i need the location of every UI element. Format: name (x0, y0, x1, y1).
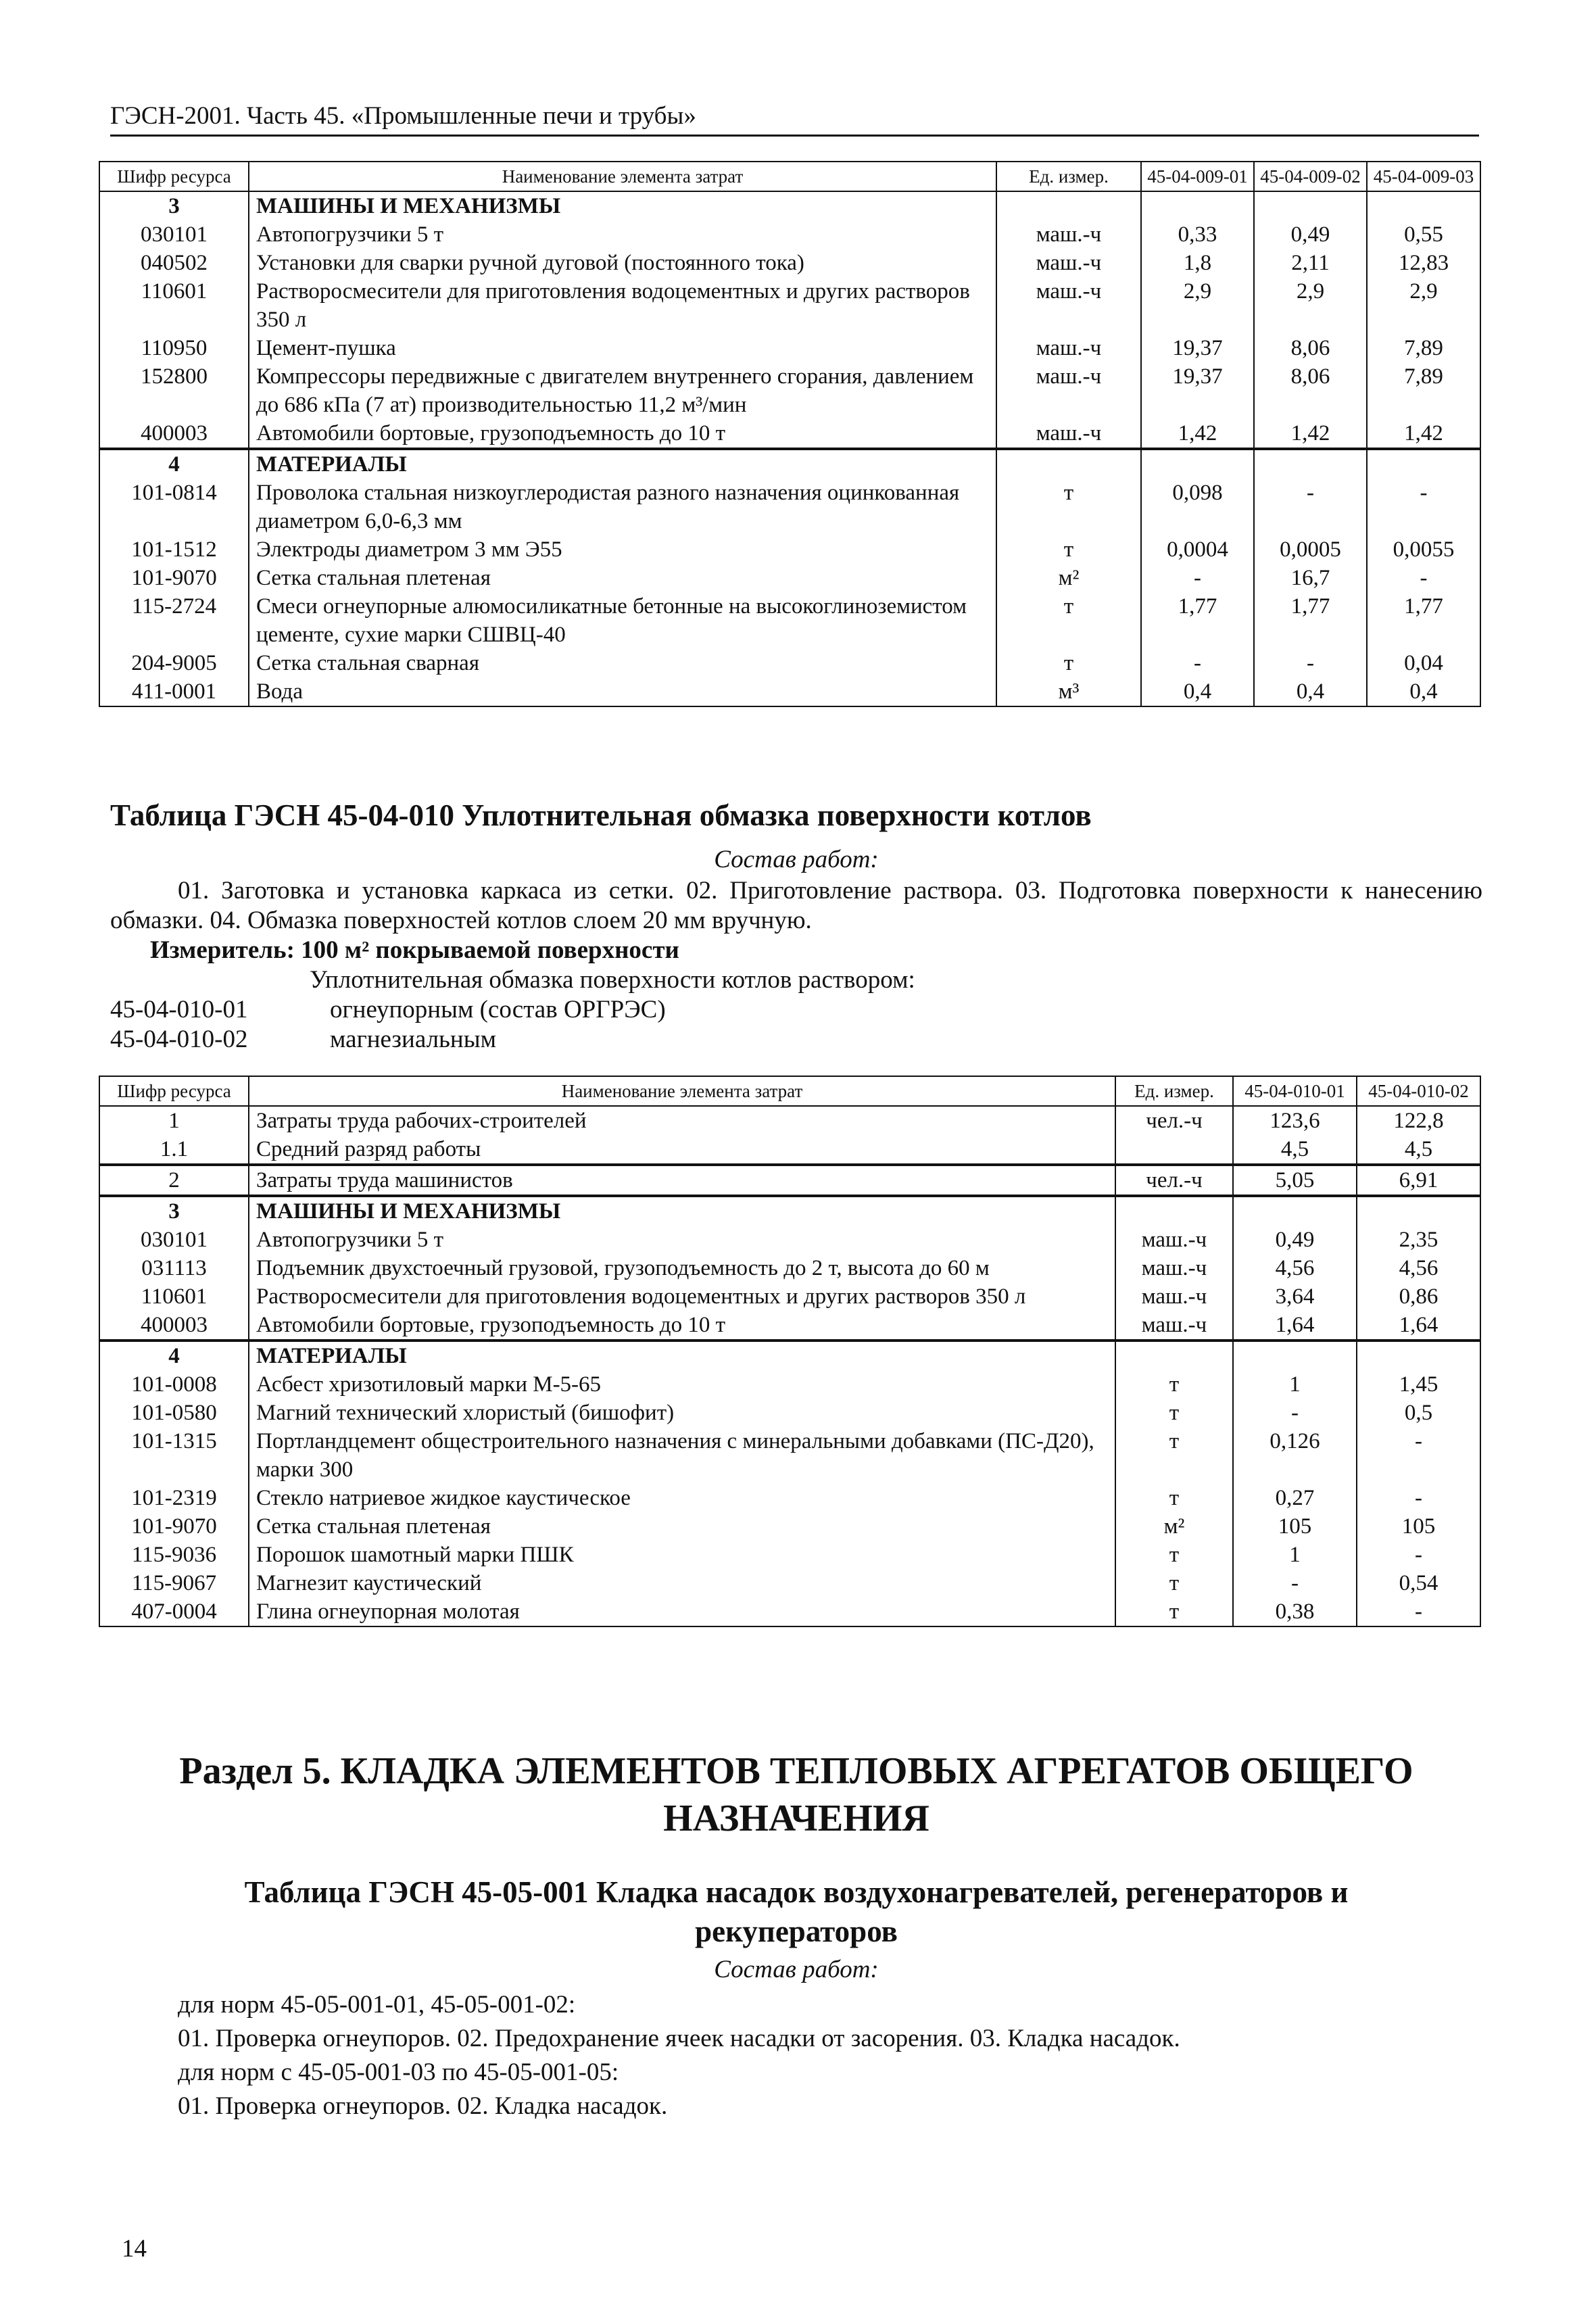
cell-value: 0,49 (1254, 220, 1367, 249)
table-row (99, 362, 1480, 419)
cell-code: 1 (99, 1106, 249, 1135)
cell-code: 204-9005 (99, 649, 249, 677)
cell-value (1367, 449, 1480, 479)
table-row (99, 334, 1480, 362)
cell-name: МАТЕРИАЛЫ (249, 1341, 1115, 1370)
cell-value: 16,7 (1254, 564, 1367, 592)
cell-value: 0,126 (1233, 1427, 1357, 1484)
cell-code: 3 (99, 191, 249, 220)
col-header-name: Наименование элемента затрат (249, 1076, 1115, 1106)
cell-unit: т (1115, 1399, 1233, 1427)
cell-value: 123,6 (1233, 1106, 1357, 1135)
cell-unit: маш.-ч (1115, 1226, 1233, 1254)
cell-value: 105 (1233, 1512, 1357, 1541)
cell-value: 8,06 (1254, 334, 1367, 362)
cell-unit: м² (1115, 1512, 1233, 1541)
cell-value (1233, 1341, 1357, 1370)
cell-code: 400003 (99, 1311, 249, 1341)
cell-name: Сетка стальная сварная (249, 649, 996, 677)
cell-name: МАШИНЫ И МЕХАНИЗМЫ (249, 191, 996, 220)
cell-code: 110950 (99, 334, 249, 362)
cell-value: 1,42 (1367, 419, 1480, 449)
cell-name: Затраты труда машинистов (249, 1165, 1115, 1196)
cell-name: Подъемник двухстоечный грузовой, грузоподъемность до 2 т, высота до 60 м (249, 1254, 1115, 1282)
cell-value: 6,91 (1357, 1165, 1480, 1196)
cell-value: 1,64 (1233, 1311, 1357, 1341)
table-title-45-04-010: Таблица ГЭСН 45-04-010 Уплотнительная обмазка поверхности котлов (110, 798, 1092, 832)
cell-value (1141, 449, 1254, 479)
section-title-line: Раздел 5. КЛАДКА ЭЛЕМЕНТОВ ТЕПЛОВЫХ АГРЕГАТОВ ОБЩЕГО (179, 1750, 1413, 1792)
variant-code: 45-04-010-02 (110, 1026, 248, 1053)
cell-value: 0,86 (1357, 1282, 1480, 1311)
cell-value: 105 (1357, 1512, 1480, 1541)
page-number: 14 (122, 2235, 147, 2263)
cell-unit: т (996, 535, 1141, 564)
cell-name: Проволока стальная низкоуглеродистая разного назначения оцинкованная диаметром 6,0-6,3 мм (249, 479, 996, 535)
cell-unit: маш.-ч (1115, 1254, 1233, 1282)
cell-unit (996, 191, 1141, 220)
table-header-row (99, 162, 1480, 191)
cell-unit: т (1115, 1484, 1233, 1512)
cell-value: 2,11 (1254, 249, 1367, 277)
cell-name: Установки для сварки ручной дуговой (постоянного тока) (249, 249, 996, 277)
cell-value: 7,89 (1367, 362, 1480, 419)
table-row (99, 1569, 1480, 1597)
cell-value: 7,89 (1367, 334, 1480, 362)
cell-value (1357, 1341, 1480, 1370)
cell-value: 0,4 (1141, 677, 1254, 706)
cell-value: 1,77 (1254, 592, 1367, 649)
col-header-norm: 45-04-010-02 (1357, 1076, 1480, 1106)
cell-unit: чел.-ч (1115, 1165, 1233, 1196)
running-header: ГЭСН-2001. Часть 45. «Промышленные печи и трубы» (110, 101, 1479, 137)
table-row (99, 1135, 1480, 1165)
cell-value: 1,45 (1357, 1370, 1480, 1399)
cell-unit (1115, 1196, 1233, 1226)
section-title (110, 1747, 1482, 1842)
cell-code: 1.1 (99, 1135, 249, 1165)
cell-value: 1,8 (1141, 249, 1254, 277)
cell-code: 115-2724 (99, 592, 249, 649)
table-row (99, 1196, 1480, 1226)
cell-name: Автопогрузчики 5 т (249, 220, 996, 249)
cell-unit: маш.-ч (1115, 1311, 1233, 1341)
cell-code: 152800 (99, 362, 249, 419)
cell-value: - (1233, 1399, 1357, 1427)
cell-name: Средний разряд работы (249, 1135, 1115, 1165)
works-description: 01. Заготовка и установка каркаса из сетки. 02. Приготовление раствора. 03. Подготовка поверхности к нанесению обмазки. 04. Обмазка поверхностей котлов слоем 20 мм вручную. (110, 877, 1482, 934)
cell-unit: маш.-ч (996, 249, 1141, 277)
cell-value: 122,8 (1357, 1106, 1480, 1135)
cell-value: 0,098 (1141, 479, 1254, 535)
cell-value: 4,5 (1357, 1135, 1480, 1165)
cell-value (1233, 1196, 1357, 1226)
cell-value: - (1367, 479, 1480, 535)
cell-code: 031113 (99, 1254, 249, 1282)
cell-unit: маш.-ч (996, 220, 1141, 249)
cell-code: 110601 (99, 277, 249, 334)
col-header-norm: 45-04-009-03 (1367, 162, 1480, 191)
table-row (99, 191, 1480, 220)
cell-value: 1,77 (1367, 592, 1480, 649)
table-row (99, 592, 1480, 649)
measure-unit: Измеритель: 100 м² покрываемой поверхности (150, 936, 679, 964)
cell-value (1254, 449, 1367, 479)
cell-unit: м³ (996, 677, 1141, 706)
cell-unit: маш.-ч (1115, 1282, 1233, 1311)
cell-unit: т (1115, 1541, 1233, 1569)
cell-name: Сетка стальная плетеная (249, 564, 996, 592)
table-row (99, 1427, 1480, 1484)
table-row (99, 564, 1480, 592)
cell-name: МАТЕРИАЛЫ (249, 449, 996, 479)
cell-unit: т (1115, 1370, 1233, 1399)
cell-value: 2,9 (1254, 277, 1367, 334)
cell-value: 0,55 (1367, 220, 1480, 249)
cell-unit: т (996, 592, 1141, 649)
variant-code: 45-04-010-01 (110, 996, 248, 1023)
cell-unit (996, 449, 1141, 479)
table-row (99, 649, 1480, 677)
cell-name: Затраты труда рабочих-строителей (249, 1106, 1115, 1135)
cell-unit: т (1115, 1569, 1233, 1597)
cell-value: 0,5 (1357, 1399, 1480, 1427)
cell-unit: т (996, 479, 1141, 535)
col-header-norm: 45-04-009-01 (1141, 162, 1254, 191)
cell-name: Портландцемент общестроительного назначения с минеральными добавками (ПС-Д20), марки 300 (249, 1427, 1115, 1484)
table-row (99, 1484, 1480, 1512)
col-header-code: Шифр ресурса (99, 1076, 249, 1106)
cell-unit: маш.-ч (996, 362, 1141, 419)
works-subtitle: Состав работ: (714, 1956, 879, 1983)
works-line: 01. Проверка огнеупоров. 02. Предохранение ячеек насадки от засорения. 03. Кладка насадок. (178, 2025, 1180, 2052)
cell-name: Вода (249, 677, 996, 706)
cell-unit (1115, 1341, 1233, 1370)
cell-value: 19,37 (1141, 334, 1254, 362)
table-row (99, 1597, 1480, 1626)
cell-value: - (1233, 1569, 1357, 1597)
cell-unit: маш.-ч (996, 334, 1141, 362)
cell-name: Цемент-пушка (249, 334, 996, 362)
cell-value: - (1254, 479, 1367, 535)
cell-name: Автомобили бортовые, грузоподъемность до 10 т (249, 1311, 1115, 1341)
cell-code: 3 (99, 1196, 249, 1226)
cell-code: 101-1512 (99, 535, 249, 564)
cell-value: - (1254, 649, 1367, 677)
cell-name: Растворосмесители для приготовления водоцементных и других растворов 350 л (249, 277, 996, 334)
cell-value: 0,38 (1233, 1597, 1357, 1626)
cell-name: Растворосмесители для приготовления водоцементных и других растворов 350 л (249, 1282, 1115, 1311)
col-header-name: Наименование элемента затрат (249, 162, 996, 191)
variant-text: магнезиальным (330, 1026, 497, 1053)
cell-value: 0,0005 (1254, 535, 1367, 564)
table-row (99, 479, 1480, 535)
cell-value: 4,56 (1233, 1254, 1357, 1282)
cell-unit (1115, 1135, 1233, 1165)
cell-name: Порошок шамотный марки ПШК (249, 1541, 1115, 1569)
cell-code: 101-9070 (99, 1512, 249, 1541)
cell-code: 2 (99, 1165, 249, 1196)
cell-value: 0,4 (1367, 677, 1480, 706)
cell-name: Глина огнеупорная молотая (249, 1597, 1115, 1626)
cell-name: Сетка стальная плетеная (249, 1512, 1115, 1541)
cell-code: 040502 (99, 249, 249, 277)
cell-name: Автопогрузчики 5 т (249, 1226, 1115, 1254)
cell-name: Автомобили бортовые, грузоподъемность до 10 т (249, 419, 996, 449)
cell-code: 115-9036 (99, 1541, 249, 1569)
cell-value: - (1357, 1427, 1480, 1484)
cell-code: 101-1315 (99, 1427, 249, 1484)
section-title-line: НАЗНАЧЕНИЯ (663, 1798, 929, 1839)
cell-value: 4,5 (1233, 1135, 1357, 1165)
cell-value: 1,64 (1357, 1311, 1480, 1341)
cell-code: 4 (99, 1341, 249, 1370)
cell-value (1357, 1196, 1480, 1226)
cell-code: 110601 (99, 1282, 249, 1311)
works-subtitle: Состав работ: (714, 846, 879, 873)
col-header-code: Шифр ресурса (99, 162, 249, 191)
cell-name: МАШИНЫ И МЕХАНИЗМЫ (249, 1196, 1115, 1226)
cell-value: 0,33 (1141, 220, 1254, 249)
table-row (99, 419, 1480, 449)
table-row (99, 1512, 1480, 1541)
cell-value: 0,0055 (1367, 535, 1480, 564)
cell-code: 400003 (99, 419, 249, 449)
cell-value: 2,35 (1357, 1226, 1480, 1254)
cell-value (1367, 191, 1480, 220)
cell-code: 115-9067 (99, 1569, 249, 1597)
cell-unit: т (1115, 1597, 1233, 1626)
cell-value (1141, 191, 1254, 220)
table-header-row (99, 1076, 1480, 1106)
cell-value: - (1357, 1541, 1480, 1569)
cell-code: 101-0580 (99, 1399, 249, 1427)
cell-value: 0,4 (1254, 677, 1367, 706)
cell-value: - (1141, 649, 1254, 677)
table-row (99, 1282, 1480, 1311)
cell-value: 1,42 (1141, 419, 1254, 449)
cell-code: 4 (99, 449, 249, 479)
cell-value: - (1141, 564, 1254, 592)
cell-code: 101-0814 (99, 479, 249, 535)
cell-code: 101-2319 (99, 1484, 249, 1512)
table-row (99, 1165, 1480, 1196)
cell-value: 5,05 (1233, 1165, 1357, 1196)
cell-value: 0,54 (1357, 1569, 1480, 1597)
table-row (99, 220, 1480, 249)
col-header-norm: 45-04-009-02 (1254, 162, 1367, 191)
cell-unit: маш.-ч (996, 277, 1141, 334)
cell-value: 1 (1233, 1541, 1357, 1569)
resource-table-45-04-009 (99, 161, 1481, 707)
cell-code: 030101 (99, 220, 249, 249)
table-row (99, 1399, 1480, 1427)
cell-name: Электроды диаметром 3 мм Э55 (249, 535, 996, 564)
cell-value: - (1367, 564, 1480, 592)
table-row (99, 1541, 1480, 1569)
table-row (99, 1106, 1480, 1135)
cell-value: 1,77 (1141, 592, 1254, 649)
cell-value: 1,42 (1254, 419, 1367, 449)
cell-unit: чел.-ч (1115, 1106, 1233, 1135)
cell-value: 0,27 (1233, 1484, 1357, 1512)
cell-code: 407-0004 (99, 1597, 249, 1626)
variant-text: огнеупорным (состав ОРГРЭС) (330, 996, 666, 1023)
cell-code: 030101 (99, 1226, 249, 1254)
cell-value: 0,0004 (1141, 535, 1254, 564)
cell-name: Магний технический хлористый (бишофит) (249, 1399, 1115, 1427)
table-title-line: Таблица ГЭСН 45-05-001 Кладка насадок воздухонагревателей, регенераторов и (244, 1875, 1349, 1909)
cell-unit: маш.-ч (996, 419, 1141, 449)
cell-unit: т (1115, 1427, 1233, 1484)
table-row (99, 1341, 1480, 1370)
table-row (99, 1311, 1480, 1341)
cell-value: 2,9 (1367, 277, 1480, 334)
works-line: 01. Проверка огнеупоров. 02. Кладка насадок. (178, 2092, 668, 2120)
col-header-norm: 45-04-010-01 (1233, 1076, 1357, 1106)
cell-value: 4,56 (1357, 1254, 1480, 1282)
cell-value: 0,49 (1233, 1226, 1357, 1254)
table-row (99, 1370, 1480, 1399)
col-header-unit: Ед. измер. (1115, 1076, 1233, 1106)
cell-value: 3,64 (1233, 1282, 1357, 1311)
cell-name: Магнезит каустический (249, 1569, 1115, 1597)
cell-value: 2,9 (1141, 277, 1254, 334)
cell-value: - (1357, 1484, 1480, 1512)
cell-value: 12,83 (1367, 249, 1480, 277)
resource-table-45-04-010 (99, 1076, 1481, 1627)
works-line: для норм с 45-05-001-03 по 45-05-001-05: (178, 2058, 619, 2086)
cell-name: Смеси огнеупорные алюмосиликатные бетонные на высокоглиноземистом цементе, сухие марки СШВЦ-40 (249, 592, 996, 649)
cell-code: 101-0008 (99, 1370, 249, 1399)
table-title-line: рекуператоров (695, 1914, 898, 1948)
table-row (99, 449, 1480, 479)
table-row (99, 1254, 1480, 1282)
col-header-unit: Ед. измер. (996, 162, 1141, 191)
table-row (99, 535, 1480, 564)
cell-name: Компрессоры передвижные с двигателем внутреннего сгорания, давлением до 686 кПа (7 ат) производительностью 11,2 м³/мин (249, 362, 996, 419)
cell-value (1254, 191, 1367, 220)
cell-code: 411-0001 (99, 677, 249, 706)
table-row (99, 249, 1480, 277)
cell-code: 101-9070 (99, 564, 249, 592)
cell-name: Асбест хризотиловый марки М-5-65 (249, 1370, 1115, 1399)
cell-value: 19,37 (1141, 362, 1254, 419)
cell-name: Стекло натриевое жидкое каустическое (249, 1484, 1115, 1512)
works-line: для норм 45-05-001-01, 45-05-001-02: (178, 1991, 576, 2019)
cell-value: 1 (1233, 1370, 1357, 1399)
cell-value: - (1357, 1597, 1480, 1626)
variants-intro: Уплотнительная обмазка поверхности котлов раствором: (310, 966, 915, 994)
table-row (99, 277, 1480, 334)
table-row (99, 1226, 1480, 1254)
cell-unit: м² (996, 564, 1141, 592)
cell-unit: т (996, 649, 1141, 677)
table-row (99, 677, 1480, 706)
table-title-45-05-001 (110, 1873, 1482, 1951)
cell-value: 8,06 (1254, 362, 1367, 419)
cell-value: 0,04 (1367, 649, 1480, 677)
